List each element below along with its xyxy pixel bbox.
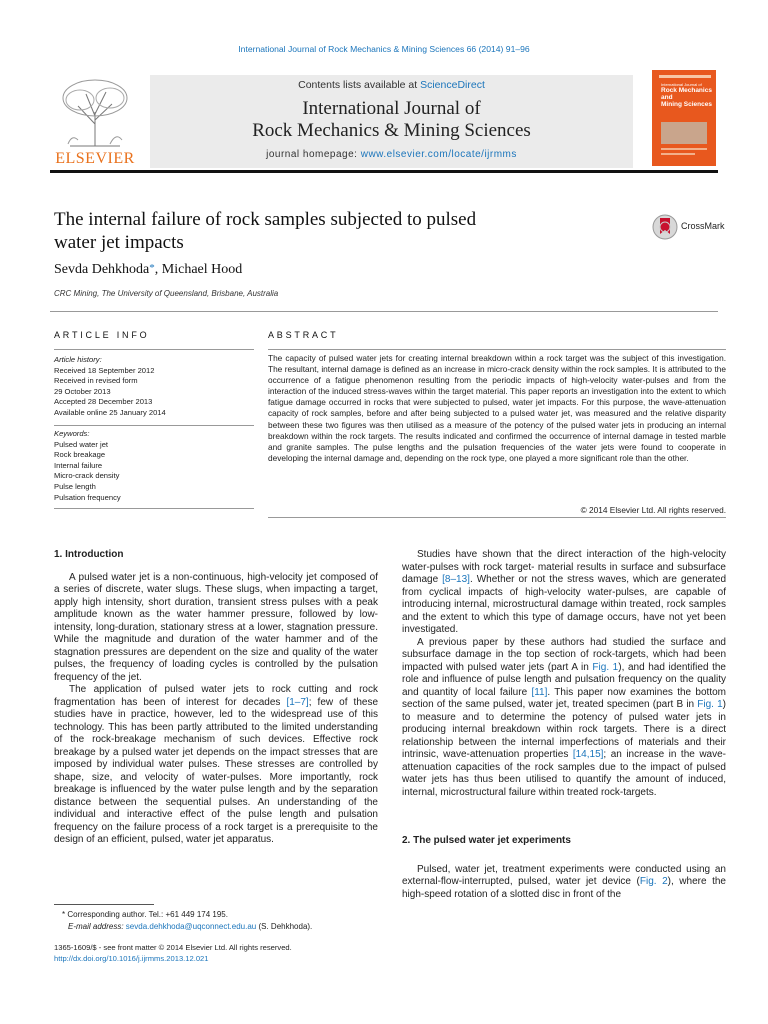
email-link[interactable]: sevda.dehkhoda@uqconnect.edu.au	[125, 922, 257, 931]
keyword: Pulse length	[54, 481, 96, 491]
title-line1: The internal failure of rock samples subjected to pulsed	[54, 209, 477, 230]
author-affiliation: CRC Mining, The University of Queensland, Brisbane, Australia	[54, 289, 279, 298]
journal-name	[150, 98, 633, 142]
copyright-notice: © 2014 Elsevier Ltd. All rights reserved.	[580, 505, 726, 515]
keywords-label: Keywords:	[54, 429, 90, 438]
homepage-link[interactable]: www.elsevier.com/locate/ijrmms	[360, 149, 517, 160]
figure-link[interactable]: Fig. 1	[697, 699, 723, 710]
keyword: Pulsed water jet	[54, 439, 109, 449]
text-run: Studies have shown that the direct interaction of the high-velocity water-pulses with rock target- material results in surface and subsurface damage	[402, 549, 726, 585]
divider	[54, 508, 254, 509]
keyword: Pulsation frequency	[54, 492, 121, 502]
crossmark-label: CrossMark	[681, 221, 725, 231]
corresponding-author-note: * Corresponding author. Tel.: +61 449 174 195.	[62, 910, 228, 919]
text-run: Pulsed, water jet, treatment experiments were conducted using an external-flow-interrupted, pulsed, water jet device (	[402, 863, 726, 887]
history-item: 29 October 2013	[54, 386, 111, 396]
author-name[interactable]: Sevda Dehkhoda	[54, 262, 150, 277]
text-run: ) to measure and to determine the potency of pulsed water jets in producing internal breakdown within rock targets. There is a direct relationship between the internal imperfections of materials and their intrinsic, wave-attenuation properties	[402, 699, 726, 760]
paragraph	[54, 684, 378, 847]
figure-link[interactable]: Fig. 1	[592, 661, 619, 673]
footnote-divider	[54, 904, 154, 905]
author-list	[54, 262, 242, 278]
body-right-column	[402, 549, 726, 901]
publisher-name: ELSEVIER	[55, 150, 135, 167]
title-line2: water jet impacts	[54, 232, 184, 253]
body-left-column	[54, 549, 378, 847]
paragraph	[402, 864, 726, 902]
text-run: . This paper now examines the bottom section of the same pulsed, water jet, treated specimen (part B in	[402, 686, 726, 710]
history-item: Accepted 28 December 2013	[54, 397, 153, 407]
crossmark-badge[interactable]	[652, 210, 732, 244]
figure-link[interactable]: Fig. 2	[639, 876, 668, 887]
abstract-heading: ABSTRACT	[268, 330, 339, 340]
text-run: ), and had identified the role and influence of pulse length and pulsation frequency on the quality and quantity of local failure	[402, 661, 726, 698]
journal-reference[interactable]: International Journal of Rock Mechanics & Mining Sciences 66 (2014) 91–96	[238, 44, 530, 54]
history-item: Received 18 September 2012	[54, 365, 155, 375]
keyword: Micro-crack density	[54, 471, 120, 481]
section-heading-introduction: 1. Introduction	[54, 549, 124, 560]
paragraph: A pulsed water jet is a non-continuous, high-velocity jet composed of a series of discrete, water slugs. These slugs, when impacting a target, apply high intensity, short duration, transient stress pulses with a peak amplitude known as the water hammer pressure, followed by low-intensity, long-duration, stationary stress at a lower, stagnation pressure. While the magnitude and duration of the water hammer and of the stagnation pressures are dependent on the size and quality of the water pulses, the frequency of loading cycles is controlled by the pulsation frequency of the jet.	[54, 571, 378, 683]
journal-cover-thumbnail[interactable]	[652, 70, 716, 166]
footnote	[54, 909, 378, 933]
text-run: . Whether or not the stress waves, which are generated from cyclical impacts of high-velocity water-pulses, are capable of introducing internal, microstructural damage within treated, rock samples and the extent to which this type of damage occurs, have not yet been investigated.	[402, 574, 727, 635]
citation-link[interactable]: [14,15]	[572, 749, 604, 760]
citation-link[interactable]: [1–7]	[286, 696, 309, 708]
cover-line	[661, 148, 707, 150]
divider	[50, 311, 718, 312]
text-run: A previous paper by these authors had studied the surface and subsurface damage in the top section of rock-targets, which had been impacted with pulsed water jets (part A in	[402, 636, 726, 673]
paragraph	[402, 637, 726, 800]
divider	[268, 349, 726, 350]
cover-stripe	[659, 75, 711, 78]
email-label: E-mail address:	[68, 922, 126, 931]
cover-title-line3: and	[661, 94, 673, 101]
divider	[54, 425, 254, 426]
article-history	[54, 355, 254, 419]
keyword: Rock breakage	[54, 450, 106, 460]
keyword: Internal failure	[54, 460, 103, 470]
history-item: Received in revised form	[54, 376, 138, 386]
contents-prefix: Contents lists available at	[298, 79, 421, 91]
author-separator: ,	[154, 262, 162, 277]
crossmark-icon	[652, 212, 678, 242]
article-info-heading: ARTICLE INFO	[54, 330, 150, 340]
text-run: ; an increase in the wave-attenuation capacities of the rock samples due to the impact of pulsed water jets has thus been utilised to quantify the amount of induced, internal, microstructural failure within treated rock-targets.	[402, 749, 727, 798]
email-note	[54, 921, 378, 933]
corresponding-author-mark[interactable]: *	[149, 262, 155, 274]
journal-name-line2: Rock Mechanics & Mining Sciences	[252, 120, 531, 141]
header-divider	[50, 170, 718, 173]
cover-title-line4: Mining Sciences	[661, 101, 712, 108]
text-run: ), where the high-speed rotation of a slotted disc in front of the	[402, 876, 726, 900]
cover-image	[661, 122, 707, 144]
cover-title-line2: Rock Mechanics	[661, 87, 712, 94]
cover-line	[661, 153, 695, 155]
divider	[268, 517, 726, 518]
journal-name-line1: International Journal of	[302, 98, 481, 119]
keywords-list	[54, 429, 254, 503]
email-suffix: (S. Dehkhoda).	[256, 922, 313, 931]
history-label: Article history:	[54, 355, 102, 364]
text-run: The application of pulsed water jets to rock cutting and rock fragmentation has been of interest for decades	[54, 684, 378, 708]
journal-homepage-line	[150, 149, 633, 160]
abstract-text: The capacity of pulsed water jets for creating internal breakdown within a rock target was the subject of this investigation. The resultant, internal damage is defined as an increase in micro-crack density within the rock samples. It is attributed to the occurrence of a fatigue phenomenon resulting from the periodic impacts of high-velocity water-pulses and from the interaction of the induced stress-waves within the target material. This paper reports an investigation into the extent to which fatigue damage occurred in rocks that were subjected to pulsed, water jet impacts. For this purpose, the wave-attenuation capacity of rock samples, before and after being subjected to a pulsed water jet, was measured and the relative disparity between these two figures was then utilised as a measure of the potency of the pulsed water jets in producing an internal breakdown within the rock targets. The results indicated and confirmed the occurrence of internal damage in tested marble and granite samples. The pulse lengths and the pulsation frequencies of the water jets were found to cooperate in developing the internal damage and, depending on the rock type, one played a more significant role than the other.	[268, 353, 726, 463]
homepage-prefix: journal homepage:	[266, 149, 361, 160]
issn-line: 1365-1609/$ - see front matter © 2014 Elsevier Ltd. All rights reserved.	[54, 943, 292, 952]
divider	[54, 349, 254, 350]
article-title	[54, 208, 574, 254]
citation-link[interactable]: [8–13]	[442, 574, 470, 585]
contents-available-line	[150, 79, 633, 91]
paragraph	[402, 549, 726, 637]
cover-title	[661, 82, 713, 108]
text-run: ; few of these studies have in practice, however, led to the widespread use of this technology. This has been partly attributed to the limited understanding of the rock-breakage mechanism of such devices. Effective rock breakage by a pulsed water jet depends on the impact stresses that are imposed by individual water pulses. These stresses are controlled by shape, size, and velocity of water-pulses. More importantly, rock breakage is influenced by the water pulse length and by the separation distance between the sequential pulses. An understanding of the individual and interactive effect of the pulse length and pulsation frequency on the failure process of a rock target is a prerequisite to the design of an efficient, pulsed, water jet apparatus.	[54, 696, 379, 845]
section-heading-experiments: 2. The pulsed water jet experiments	[402, 835, 571, 846]
doi-link[interactable]: http://dx.doi.org/10.1016/j.ijrmms.2013.12.021	[54, 954, 209, 963]
tree-icon	[50, 76, 140, 148]
author-name[interactable]: Michael Hood	[161, 262, 243, 277]
sciencedirect-link[interactable]: ScienceDirect	[420, 79, 485, 91]
citation-link[interactable]: [11]	[531, 686, 548, 698]
front-matter	[54, 942, 378, 964]
cover-title-line1: International Journal of	[661, 82, 702, 87]
history-item: Available online 25 January 2014	[54, 407, 166, 417]
